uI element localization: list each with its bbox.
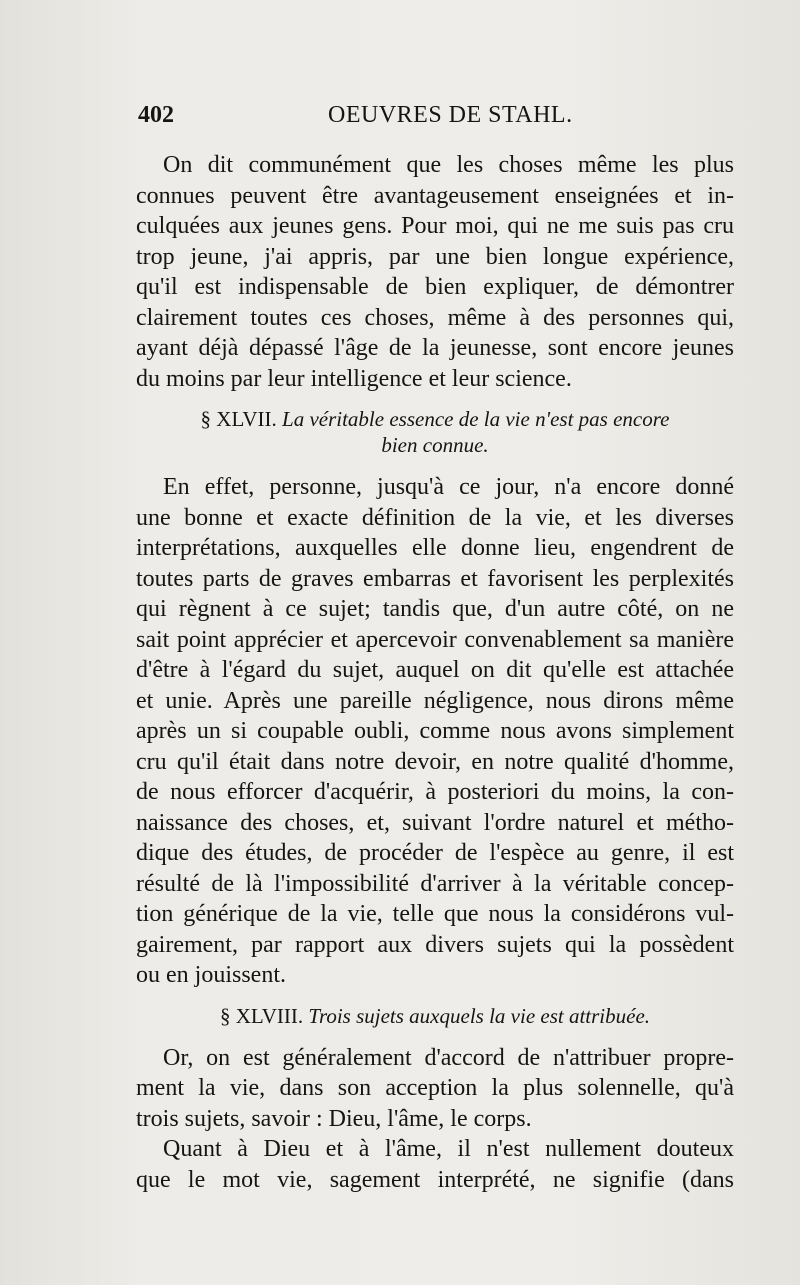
text-line: que le mot vie, sagement interprété, ne signifie (dans: [136, 1166, 734, 1193]
text-line: naissance des choses, et, suivant l'ordre naturel et métho-: [136, 809, 734, 836]
body-text: [136, 150, 734, 1195]
text-line: d'être à l'égard du sujet, auquel on dit qu'elle est attachée: [136, 657, 734, 683]
text-line: clairement toutes ces choses, même à des personnes qui,: [136, 304, 734, 331]
text-line: après un si coupable oubli, comme nous avons simplement: [136, 718, 734, 744]
page-number: 402: [138, 102, 174, 128]
text-line: tion générique de la vie, telle que nous la considérons vul-: [136, 901, 734, 927]
text-line: qu'il est indispensable de bien expliquer, de démontrer: [136, 274, 734, 300]
text-line: une bonne et exacte définition de la vie, et les diverses: [136, 504, 734, 531]
text-line: cru qu'il était dans notre devoir, en notre qualité d'homme,: [136, 748, 734, 775]
text-line: ayant déjà dépassé l'âge de la jeunesse, sont encore jeunes: [136, 335, 734, 361]
text-line: résulté de là l'impossibilité d'arriver à la véritable concep-: [136, 870, 734, 897]
text-line: trois sujets, savoir : Dieu, l'âme, le corps.: [136, 1105, 532, 1132]
text-line: qui règnent à ce sujet; tandis que, d'un autre côté, on ne: [136, 596, 734, 622]
section-title: Trois sujets auxquels la vie est attribuée.: [308, 1003, 651, 1028]
text-line: sait point apprécier et apercevoir convenablement sa manière: [136, 626, 734, 653]
paragraph-3: [136, 1043, 734, 1135]
text-line: Or, on est généralement d'accord de n'attribuer propre-: [163, 1044, 734, 1071]
text-line: et unie. Après une pareille négligence, nous dirons même: [136, 687, 734, 714]
section-heading-48: [136, 1003, 734, 1029]
text-line: interprétations, auxquelles elle donne lieu, engendrent de: [136, 535, 734, 561]
text-line: ou en jouissent.: [136, 962, 286, 988]
section-title: La véritable essence de la vie n'est pas encore: [282, 407, 670, 431]
section-heading-47: [136, 406, 734, 458]
section-number: § XLVII.: [200, 407, 277, 431]
text-line: Quant à Dieu et à l'âme, il n'est nullement douteux: [163, 1136, 734, 1162]
text-line: toutes parts de graves embarras et favorisent les perplexités: [136, 565, 734, 592]
running-title: OEUVRES DE STAHL.: [328, 102, 573, 128]
paragraph-2: [136, 472, 734, 991]
text-line: du moins par leur intelligence et leur science.: [136, 365, 572, 392]
paragraph-1: [136, 150, 734, 394]
text-line: culquées aux jeunes gens. Pour moi, qui ne me suis pas cru: [136, 213, 734, 239]
text-line: On dit communément que les choses même les plus: [163, 152, 734, 178]
text-line: de nous efforcer d'acquérir, à posteriori du moins, la con-: [136, 779, 734, 805]
text-line: trop jeune, j'ai appris, par une bien longue expérience,: [136, 243, 734, 270]
paragraph-4: [136, 1134, 734, 1195]
text-line: gairement, par rapport aux divers sujets qui la possèdent: [136, 931, 734, 958]
text-line: ment la vie, dans son acception la plus solennelle, qu'à: [136, 1075, 734, 1101]
section-number: § XLVIII.: [219, 1003, 304, 1028]
section-title-continued: bien connue.: [381, 433, 489, 457]
text-line: En effet, personne, jusqu'à ce jour, n'a encore donné: [163, 474, 734, 500]
page-header: [138, 102, 756, 136]
text-line: connues peuvent être avantageusement enseignées et in-: [136, 182, 734, 209]
text-line: dique des études, de procéder de l'espèce au genre, il est: [136, 840, 734, 866]
